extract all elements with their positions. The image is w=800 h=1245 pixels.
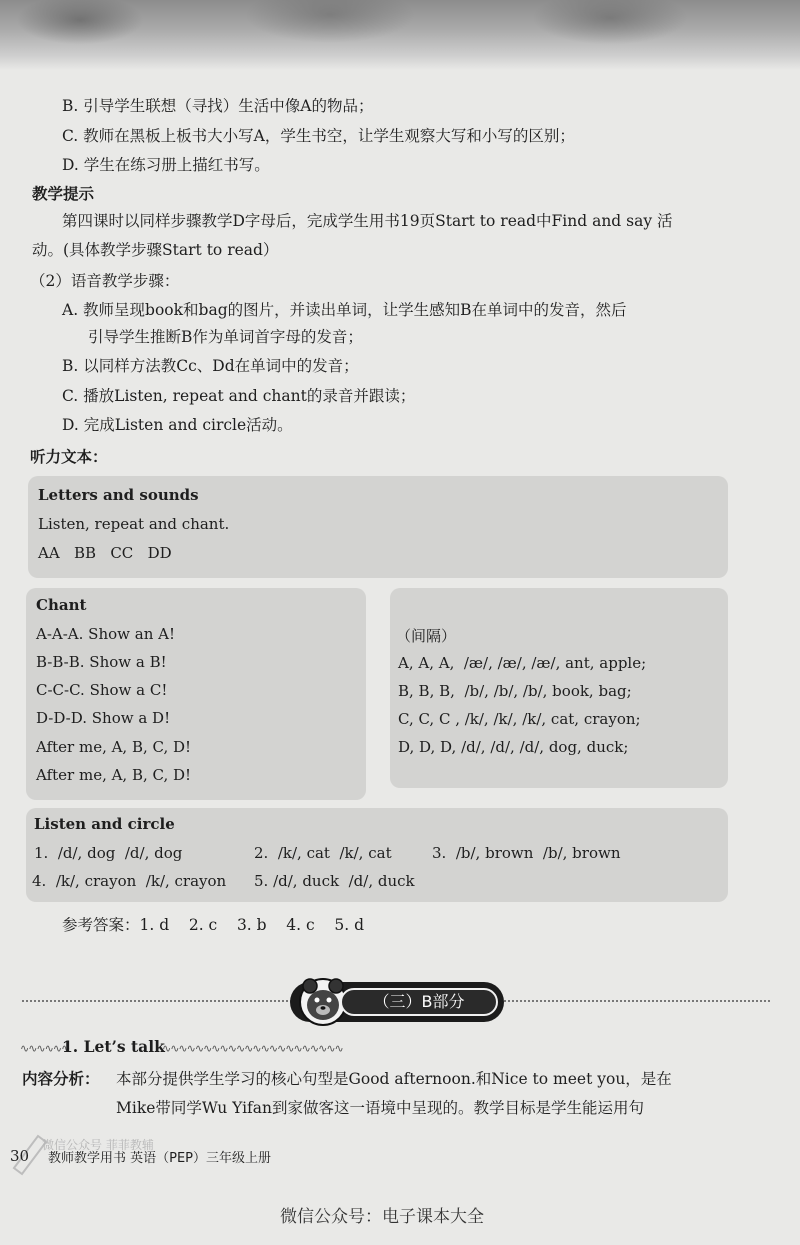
chant-sound-line: C, C, C , /k/, /k/, /k/, cat, crayon; [398,710,641,728]
listen-circle-item-3: 3. /b/, brown /b/, brown [432,844,621,862]
step-d: D. 学生在练习册上描红书写。 [62,156,270,174]
letters-sounds-instruction: Listen, repeat and chant. [38,515,230,533]
phonics-step-a-2: 引导学生推断B作为单词首字母的发音； [88,328,363,346]
chant-line: C-C-C. Show a C! [36,681,168,699]
listen-circle-item-5: 5. /d/, duck /d/, duck [254,872,415,890]
step-b: B. 引导学生联想（寻找）生活中像A的物品； [62,97,374,115]
letters-sounds-title: Letters and sounds [38,486,199,504]
section-divider-right [504,1000,770,1002]
letters-sounds-letters: AA BB CC DD [38,544,172,562]
chant-title: Chant [36,596,87,614]
tips-line-2: 动。(具体教学步骤Start to read） [32,241,279,259]
wavy-divider-right: ∿∿∿∿∿∿∿∿∿∿∿∿∿∿∿∿∿∿∿∿∿∿ [162,1042,343,1055]
page-top-decoration [0,0,800,70]
phonics-step-a-1: A. 教师呈现book和bag的图片，并读出单词，让学生感知B在单词中的发音，然后 [62,301,627,319]
answer-key: 参考答案：1. d 2. c 3. b 4. c 5. d [62,916,365,934]
wechat-account: 微信公众号：电子课本大全 [280,1207,484,1227]
lets-talk-heading: 1. Let’s talk [62,1037,165,1056]
chant-line: After me, A, B, C, D! [36,766,192,784]
listen-circle-item-4: 4. /k/, crayon /k/, crayon [32,872,227,890]
listen-circle-title: Listen and circle [34,815,175,833]
watermark-stamp-text: 微信公众号 菲菲教辅 [42,1138,154,1152]
phonics-step-d: D. 完成Listen and circle活动。 [62,416,293,434]
phonics-step-b: B. 以同样方法教Cc、Dd在单词中的发音； [62,357,359,375]
chant-interval: （间隔） [396,627,457,645]
phonics-step-c: C. 播放Listen, repeat and chant的录音并跟读； [62,387,416,405]
chant-line: D-D-D. Show a D! [36,709,171,727]
wavy-divider-left: ∿∿∿∿∿∿ [20,1042,70,1055]
section-badge-label: （三）B部分 [340,988,498,1016]
chant-sound-line: A, A, A, /æ/, /æ/, /æ/, ant, apple; [398,654,647,672]
chant-sound-line: D, D, D, /d/, /d/, /d/, dog, duck; [398,738,629,756]
listen-circle-item-1: 1. /d/, dog /d/, dog [34,844,183,862]
chant-line: B-B-B. Show a B! [36,653,167,671]
chant-sound-line: B, B, B, /b/, /b/, /b/, book, bag; [398,682,632,700]
step-c: C. 教师在黑板上板书大小写A，学生书空，让学生观察大写和小写的区别； [62,127,575,145]
script-heading: 听力文本： [30,448,108,466]
page-number: 30 [10,1147,30,1165]
analysis-line-1: 本部分提供学生学习的核心句型是Good afternoon.和Nice to meet you，是在 [116,1070,672,1088]
listen-circle-item-2: 2. /k/, cat /k/, cat [254,844,392,862]
tips-line-1: 第四课时以同样步骤教学D字母后，完成学生用书19页Start to read中Find and say 活 [62,212,673,230]
phonics-heading: （2）语音教学步骤： [30,272,180,290]
section-divider-left [22,1000,292,1002]
analysis-label: 内容分析： [22,1070,100,1088]
chant-line: After me, A, B, C, D! [36,738,192,756]
chant-line: A-A-A. Show an A! [36,625,175,643]
analysis-line-2: Mike带同学Wu Yifan到家做客这一语境中呈现的。教学目标是学生能运用句 [116,1099,644,1117]
tips-heading: 教学提示 [32,185,95,203]
book-title: 教师教学用书 英语（PEP）三年级上册 [48,1151,272,1166]
